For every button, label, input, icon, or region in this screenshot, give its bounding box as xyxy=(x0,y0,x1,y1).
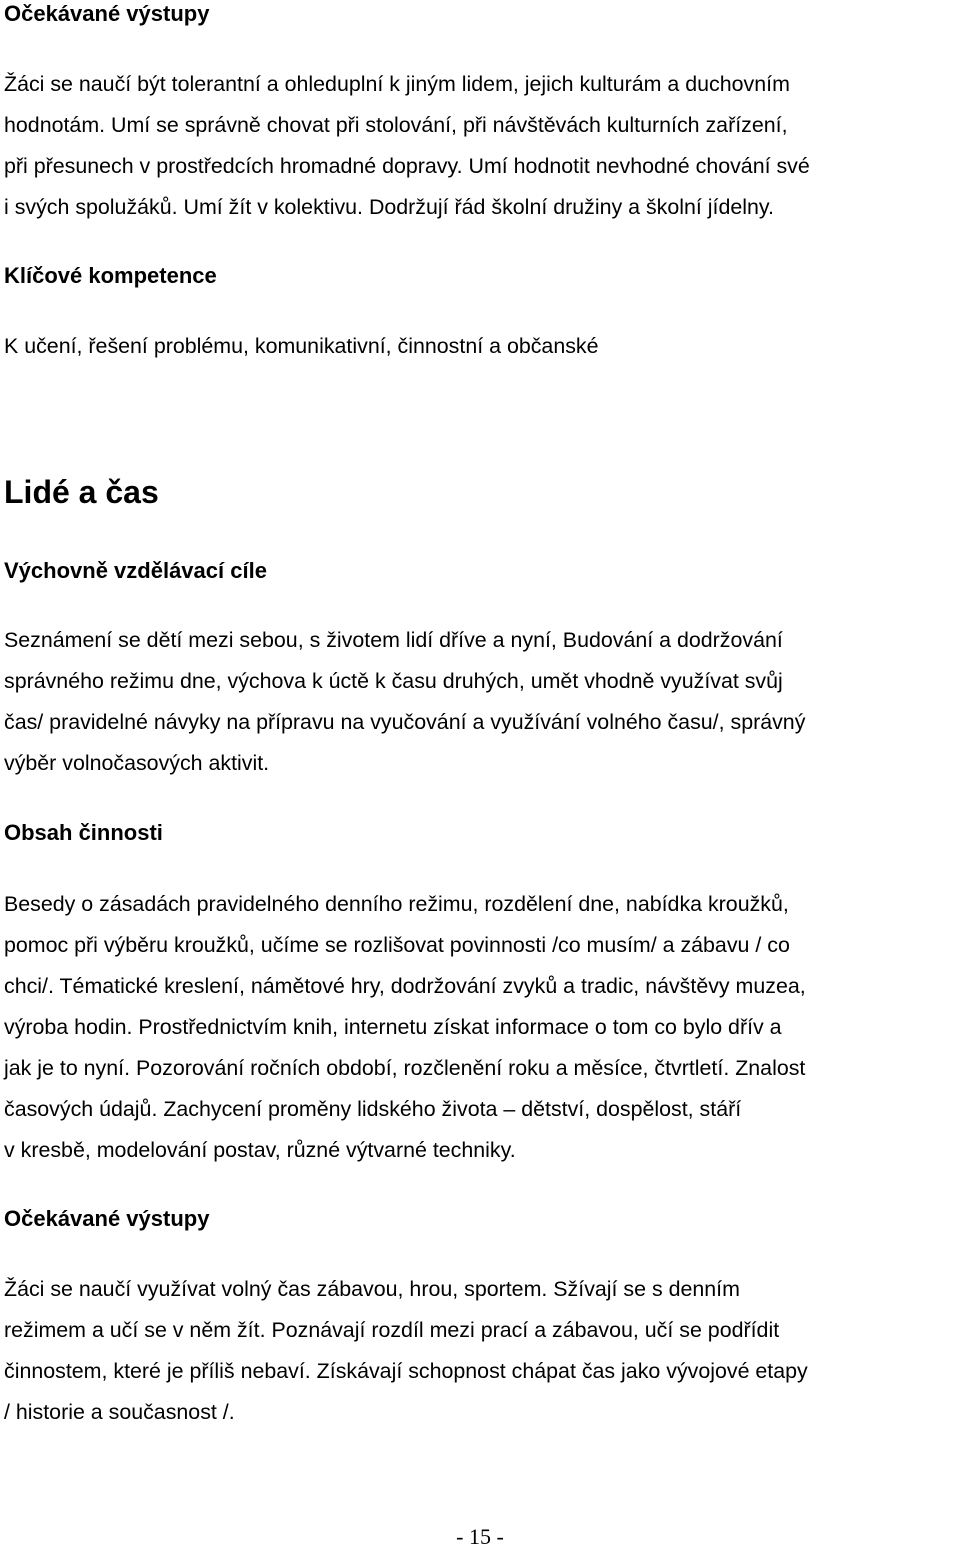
section-heading-activity-content: Obsah činnosti xyxy=(4,820,163,845)
text-line: výroba hodin. Prostřednictvím knih, internetu získat informace o tom co bylo dřív a xyxy=(4,1015,782,1039)
paragraph-expected-outcomes-2 xyxy=(4,1269,808,1433)
text-line: v kresbě, modelování postav, různé výtvarné techniky. xyxy=(4,1138,516,1162)
text-line: správného režimu dne, výchova k úctě k času druhých, umět vhodně využívat svůj xyxy=(4,669,783,693)
text-line: režimem a učí se v něm žít. Poznávají rozdíl mezi prací a zábavou, učí se podřídit xyxy=(4,1318,780,1342)
paragraph-key-competences xyxy=(4,326,599,367)
text-line: čas/ pravidelné návyky na přípravu na vyučování a využívání volného času/, správný xyxy=(4,710,806,734)
text-line: Žáci se naučí využívat volný čas zábavou, hrou, sportem. Sžívají se s denním xyxy=(4,1277,740,1301)
text-line: jak je to nyní. Pozorování ročních období, rozčlenění roku a měsíce, čtvrtletí. Znalost xyxy=(4,1056,806,1080)
paragraph-activity-content xyxy=(4,884,806,1171)
text-line: Žáci se naučí být tolerantní a ohleduplní k jiným lidem, jejich kulturám a duchovním xyxy=(4,72,790,96)
paragraph-expected-outcomes xyxy=(4,64,810,228)
text-line: K učení, řešení problému, komunikativní, činnostní a občanské xyxy=(4,334,599,358)
text-line: pomoc při výběru kroužků, učíme se rozlišovat povinnosti /co musím/ a zábavu / co xyxy=(4,933,790,957)
text-line: hodnotám. Umí se správně chovat při stolování, při návštěvách kulturních zařízení, xyxy=(4,113,788,137)
text-line: činnostem, které je příliš nebaví. Získávají schopnost chápat čas jako vývojové etapy xyxy=(4,1359,808,1383)
text-line: při přesunech v prostředcích hromadné dopravy. Umí hodnotit nevhodné chování své xyxy=(4,154,810,178)
text-line: i svých spolužáků. Umí žít v kolektivu. Dodržují řád školní družiny a školní jídelny. xyxy=(4,195,774,219)
page-number: - 15 - xyxy=(456,1524,504,1549)
text-line: Seznámení se dětí mezi sebou, s životem lidí dříve a nyní, Budování a dodržování xyxy=(4,628,783,652)
main-title: Lidé a čas xyxy=(4,474,159,510)
text-line: / historie a současnost /. xyxy=(4,1400,235,1424)
text-line: Besedy o zásadách pravidelného denního režimu, rozdělení dne, nabídka kroužků, xyxy=(4,892,789,916)
text-line: časových údajů. Zachycení proměny lidského života – dětství, dospělost, stáří xyxy=(4,1097,742,1121)
text-line: výběr volnočasových aktivit. xyxy=(4,751,270,775)
section-heading-educational-goals: Výchovně vzdělávací cíle xyxy=(4,558,267,583)
text-line: chci/. Tématické kreslení, námětové hry, dodržování zvyků a tradic, návštěvy muzea, xyxy=(4,974,806,998)
section-heading-key-competences: Klíčové kompetence xyxy=(4,263,217,288)
section-heading-expected-outcomes-2: Očekávané výstupy xyxy=(4,1206,210,1231)
section-heading-expected-outcomes: Očekávané výstupy xyxy=(4,1,210,26)
paragraph-educational-goals xyxy=(4,620,805,784)
